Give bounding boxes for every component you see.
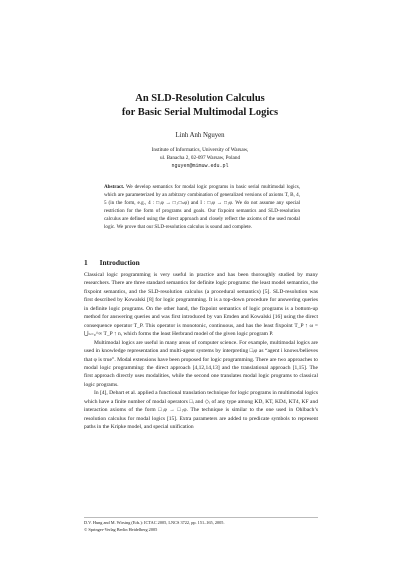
section-body <box>84 271 318 432</box>
paragraph-3: In [4], Debart et al. applied a functional translation technique for logic programs in multimodal logics which have a finite number of modal operators □ᵢ and ◇ᵢ of any type among KD, KT, KD4, KT4, KF and interaction axioms of the form □ᵢφ → □ⱼφ. The technique is similar to the one used in Ohlbach’s resolution calculus for modal logics [15]. Extra parameters are added to predicate symbols to represent paths in the Kripke model, and special unification <box>84 390 318 431</box>
abstract <box>104 184 300 231</box>
footer-copyright: © Springer-Verlag Berlin Heidelberg 2005 <box>84 526 158 532</box>
section-title: Introduction <box>99 258 140 267</box>
paragraph-1: Classical logic programming is very useful in practice and has been thoroughly studied by many researchers. There are three standard semantics for definite logic programs: the least model semantics, the fixpoint semantics, and the SLD-resolution calculus (a procedural semantics) [5]. SLD-resolution was first described by Kowalski [8] for logic programming. It is a top-down procedure for answering queries in definite logic programs. On the other hand, the fixpoint semantics of logic programs is a bottom-up method for answering queries and was first introduced by van Emden and Kowalski [16] using the direct consequence operator T_P. This operator is monotonic, continuous, and has the least fixpoint T_P ↑ ω = ⋃ₙ₌₀^∞ T_P ↑ n, which forms the least Herbrand model of the given logic program P. <box>84 272 318 338</box>
affiliation-line-2: ul. Banacha 2, 02-097 Warsaw, Poland <box>159 155 241 161</box>
author-name: Linh Anh Nguyen <box>175 132 225 139</box>
title-line-1: An SLD-Resolution Calculus <box>135 93 265 104</box>
abstract-label: Abstract. <box>104 184 125 190</box>
title-line-2: for Basic Serial Multimodal Logics <box>121 107 279 118</box>
affiliation-line-1: Institute of Informatics, University of Warsaw, <box>151 147 249 153</box>
footer-block <box>84 520 225 533</box>
paragraph-2: Multimodal logics are useful in many areas of computer science. For example, multimodal logics are used in knowledge representation and multi-agent systems by interpreting □ᵢφ as “agent i knows/believes that φ is true”. Modal extensions have been proposed for logic programming. There are two approaches to modal logic programming: the direct approach [4,12,14,13] and the translational approach [1,15]. The first approach directly uses modalities, while the second one translates modal logic programs to classical logic programs. <box>84 339 318 388</box>
section-heading <box>84 258 140 267</box>
abstract-text: We develop semantics for modal logic programs in basic serial multimodal logics, which are parameterized by an arbitrary combination of generalized versions of axioms T, B, 4, 5 (in the form, e.g., 4 : □ᵢφ → □ⱼ□ₖφ) and I : □ᵢφ → □ⱼφ. We do not assume any special restriction for the form of programs and goals. Our fixpoint semantics and SLD-resolution calculus are defined using the direct approach and closely reflect the axioms of the used modal logic. We prove that our SLD-resolution calculus is sound and complete. <box>104 184 300 230</box>
author-email[interactable]: nguyen@mimuw.edu.pl <box>171 163 229 169</box>
section-number: 1 <box>84 258 88 267</box>
affiliation-block <box>0 146 400 170</box>
paper-title <box>60 92 340 120</box>
footer-citation: D.V. Hung and M. Wirsing (Eds.): ICTAC 2005, LNCS 3722, pp. 151–165, 2005. <box>84 520 225 525</box>
footer-divider <box>84 517 318 518</box>
